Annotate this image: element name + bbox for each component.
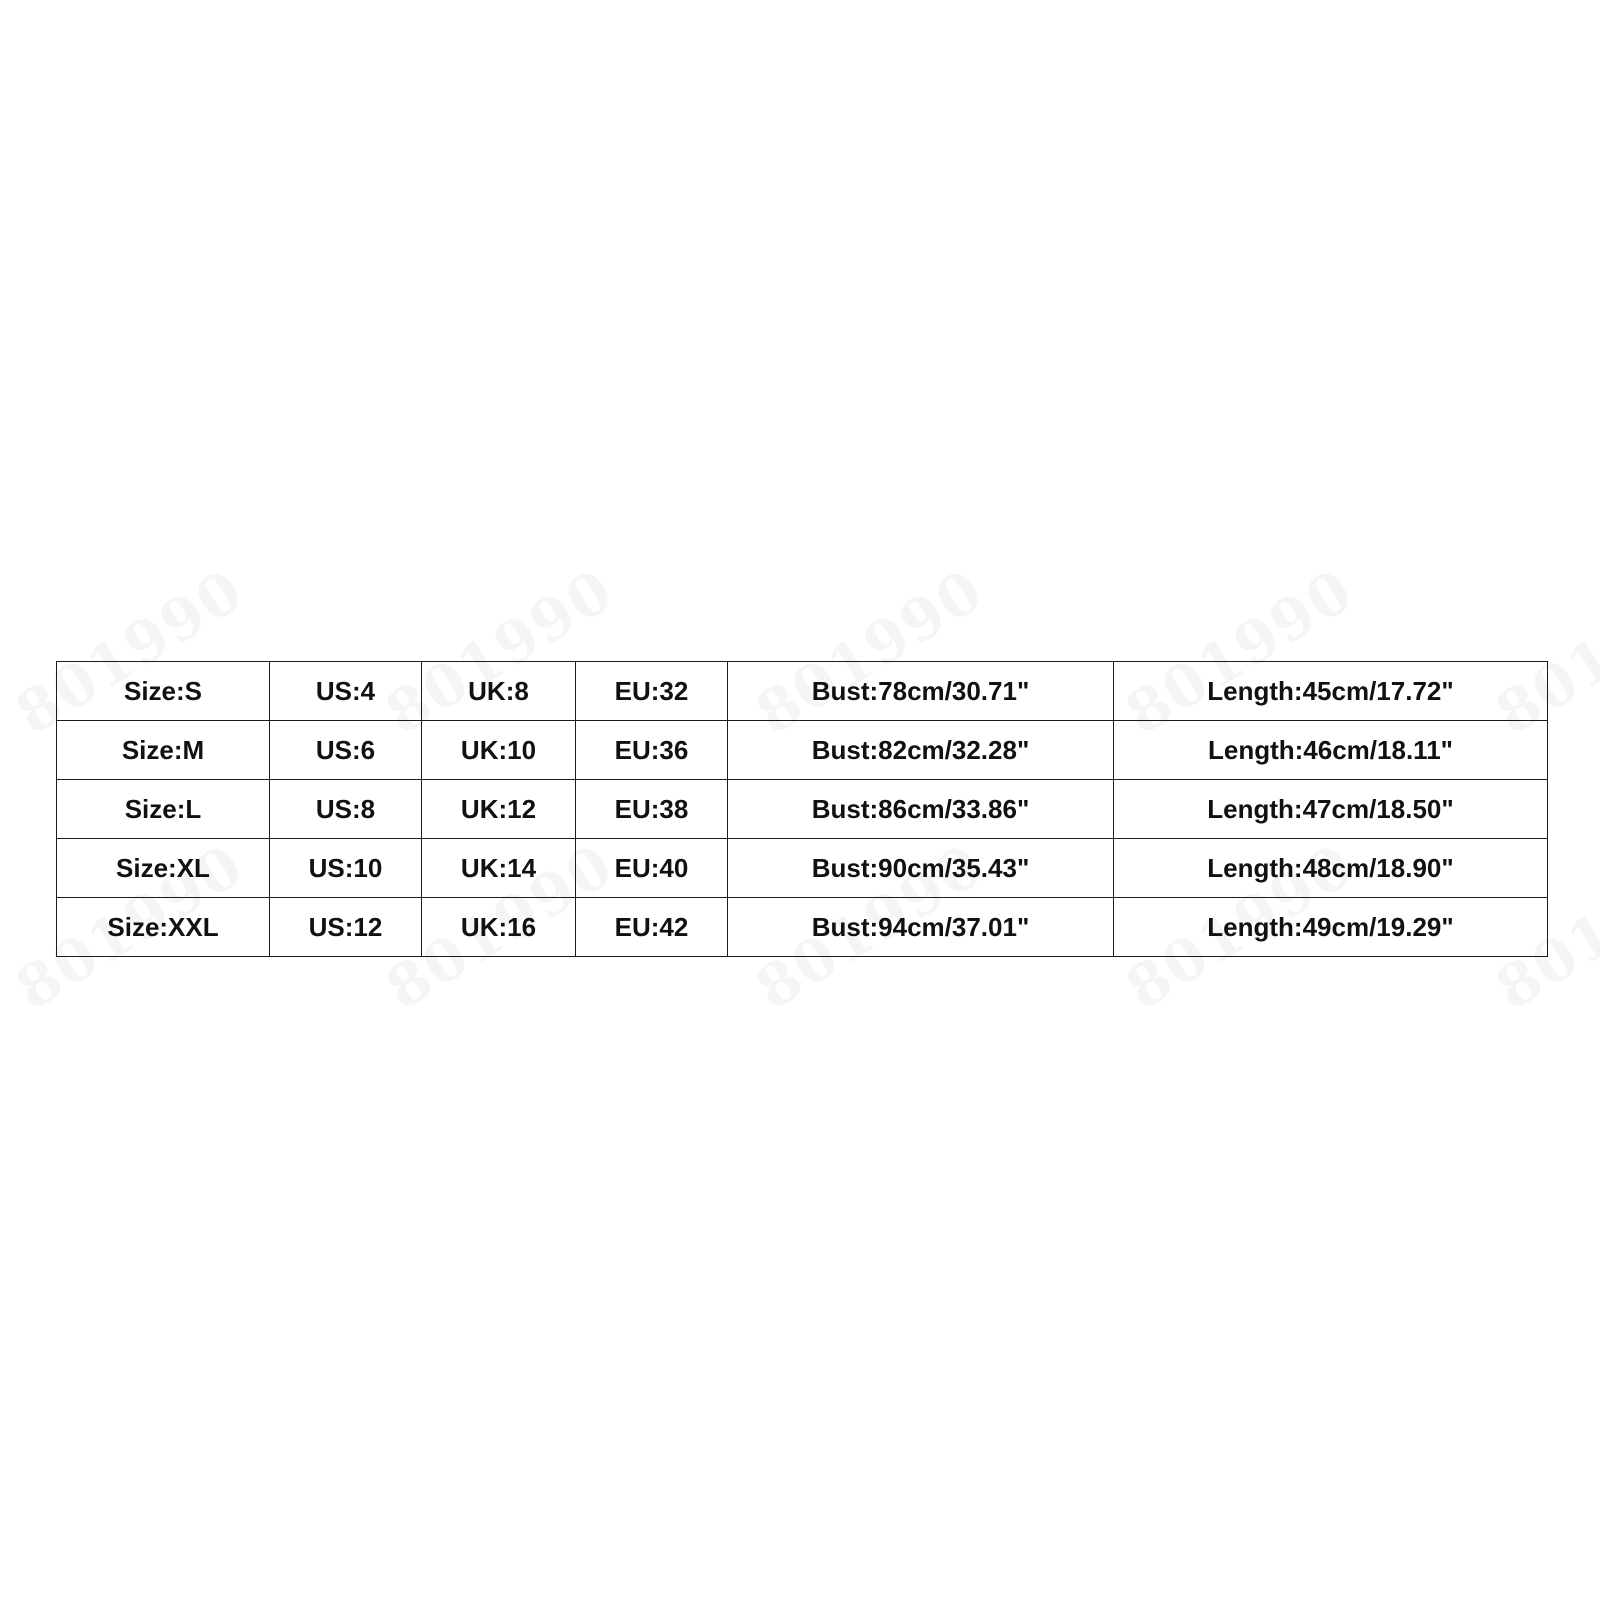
us-size-cell: US:12 — [270, 898, 422, 957]
table-row — [57, 839, 1548, 898]
bust-cell: Bust:78cm/30.71" — [728, 662, 1114, 721]
length-cell: Length:47cm/18.50" — [1114, 780, 1548, 839]
bust-cell: Bust:90cm/35.43" — [728, 839, 1114, 898]
size-cell: Size:XL — [57, 839, 270, 898]
size-chart-table — [56, 661, 1548, 957]
eu-size-cell: EU:38 — [576, 780, 728, 839]
us-size-cell: US:6 — [270, 721, 422, 780]
size-cell: Size:L — [57, 780, 270, 839]
eu-size-cell: EU:32 — [576, 662, 728, 721]
uk-size-cell: UK:12 — [422, 780, 576, 839]
bust-cell: Bust:94cm/37.01" — [728, 898, 1114, 957]
length-cell: Length:49cm/19.29" — [1114, 898, 1548, 957]
length-cell: Length:48cm/18.90" — [1114, 839, 1548, 898]
us-size-cell: US:10 — [270, 839, 422, 898]
us-size-cell: US:4 — [270, 662, 422, 721]
table-row — [57, 662, 1548, 721]
table-row — [57, 898, 1548, 957]
bust-cell: Bust:82cm/32.28" — [728, 721, 1114, 780]
uk-size-cell: UK:16 — [422, 898, 576, 957]
eu-size-cell: EU:42 — [576, 898, 728, 957]
uk-size-cell: UK:14 — [422, 839, 576, 898]
eu-size-cell: EU:36 — [576, 721, 728, 780]
bust-cell: Bust:86cm/33.86" — [728, 780, 1114, 839]
eu-size-cell: EU:40 — [576, 839, 728, 898]
us-size-cell: US:8 — [270, 780, 422, 839]
size-cell: Size:M — [57, 721, 270, 780]
size-cell: Size:XXL — [57, 898, 270, 957]
table-row — [57, 780, 1548, 839]
uk-size-cell: UK:8 — [422, 662, 576, 721]
table-row — [57, 721, 1548, 780]
length-cell: Length:46cm/18.11" — [1114, 721, 1548, 780]
length-cell: Length:45cm/17.72" — [1114, 662, 1548, 721]
uk-size-cell: UK:10 — [422, 721, 576, 780]
size-cell: Size:S — [57, 662, 270, 721]
